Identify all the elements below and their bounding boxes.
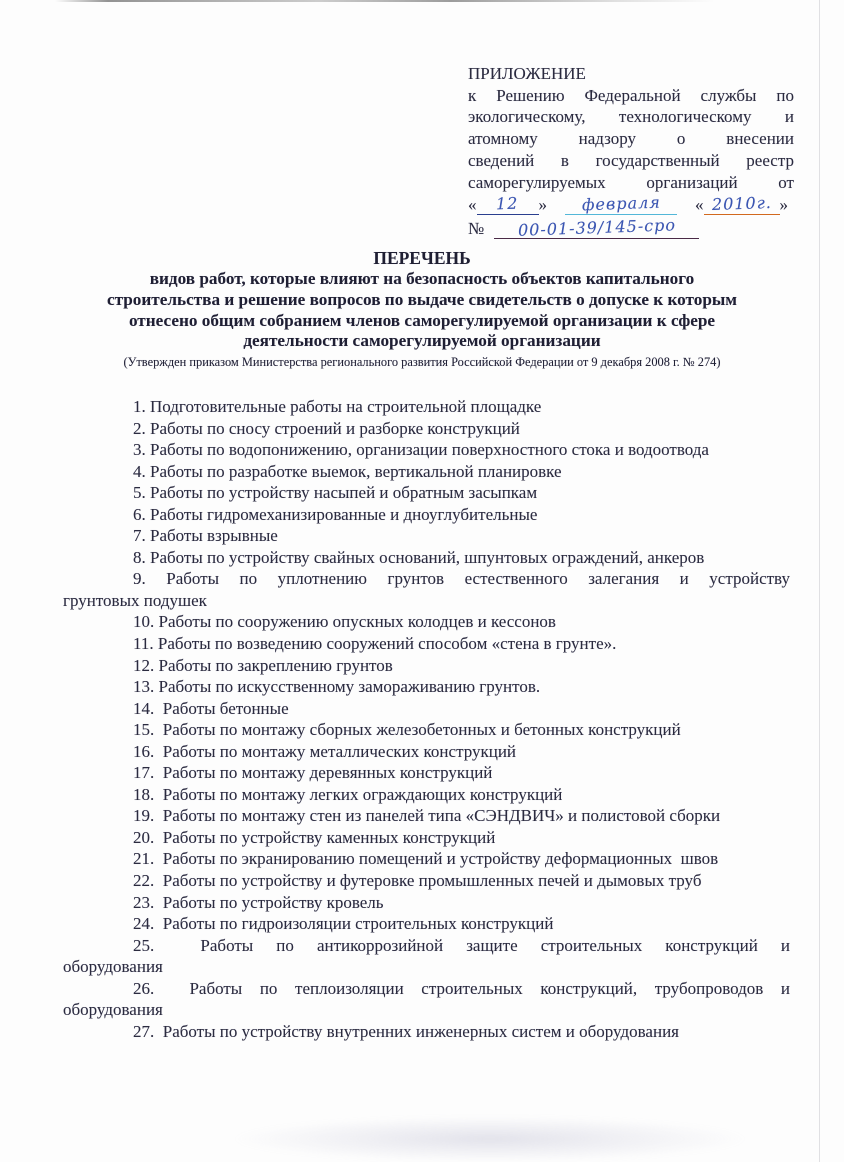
list-item: 6. Работы гидромеханизированные и дноуглубительные	[133, 504, 538, 524]
list-item: 22. Работы по устройству и футеровке промышленных печей и дымовых труб	[133, 871, 702, 891]
list-item: 10. Работы по сооружению опускных колодцев и кессонов	[133, 612, 556, 632]
list-item: 2. Работы по сносу строений и разборке конструкций	[133, 418, 520, 438]
list-item: 19. Работы по монтажу стен из панелей типа «СЭНДВИЧ» и полистовой сборки	[133, 806, 721, 826]
list-item: 11. Работы по возведению сооружений способом «стена в грунте».	[133, 634, 617, 654]
list-item: 1. Подготовительные работы на строительной площадке	[133, 397, 542, 416]
list-item: 21. Работы по экранированию помещений и устройству деформационных швов	[133, 849, 719, 869]
list-item: 7. Работы взрывные	[133, 526, 278, 546]
document-subtitle-line: строительства и решение вопросов по выдаче свидетельств о допуске к которым	[106, 289, 738, 309]
handwritten-month: февраля	[581, 192, 661, 215]
number-sign: №	[468, 219, 485, 239]
list-item: 25. Работы по антикоррозийной защите строительных конструкций и	[133, 935, 790, 955]
document-subtitle-line: деятельности саморегулируемой организации	[243, 331, 601, 351]
list-item: 16. Работы по монтажу металлических конструкций	[133, 741, 517, 761]
document-subtitle-line: видов работ, которые влияют на безопасность объектов капитального	[149, 269, 695, 288]
approval-note: (Утвержден приказом Министерства регионального развития Российской Федерации от 9 декабря 2008 г. № 274)	[123, 355, 721, 370]
handwritten-number: 00-01-39/145-сро	[517, 215, 677, 240]
list-item: 18. Работы по монтажу легких ограждающих конструкций	[133, 784, 563, 804]
list-item: 8. Работы по устройству свайных оснований, шпунтовых ограждений, анкеров	[133, 547, 705, 567]
list-item: 27. Работы по устройству внутренних инженерных систем и оборудования	[133, 1021, 679, 1041]
appendix-paragraph-line: атомному надзору о внесении	[468, 129, 794, 149]
scan-artifact-top-line	[55, 0, 715, 2]
list-item: 23. Работы по устройству кровель	[133, 892, 384, 912]
handwritten-year: 2010г.	[711, 193, 772, 215]
document-title: ПЕРЕЧЕНЬ	[373, 248, 471, 268]
list-item: 4. Работы по разработке выемок, вертикальной планировке	[133, 461, 562, 481]
open-quote-year: «	[695, 195, 704, 215]
close-quote-year: »	[779, 195, 788, 215]
date-line	[468, 194, 794, 217]
title-block	[40, 247, 804, 370]
day-blank	[477, 194, 539, 215]
list-item: 13. Работы по искусственному замораживанию грунтов.	[133, 677, 541, 697]
document-subtitle-line: отнесено общим собранием членов саморегулируемой организации к сфере	[128, 310, 716, 330]
works-list	[63, 396, 790, 1042]
close-quote-day: »	[538, 195, 547, 215]
list-item-wrap-line: грунтовых подушек	[63, 590, 207, 610]
appendix-paragraph-line: экологическому, технологическому и	[468, 107, 794, 127]
list-item-wrap-line: оборудования	[63, 1000, 163, 1020]
appendix-header	[468, 63, 794, 241]
scan-artifact-bottom-noise	[230, 1116, 750, 1162]
appendix-paragraph	[468, 85, 794, 194]
appendix-paragraph-line: сведений в государственный реестр	[468, 150, 794, 170]
list-item: 9. Работы по уплотнению грунтов естественного залегания и устройству	[133, 569, 790, 589]
document-subtitle	[40, 269, 804, 352]
list-item: 5. Работы по устройству насыпей и обратным засыпкам	[133, 483, 538, 503]
appendix-paragraph-line: саморегулируемых организаций от	[468, 172, 794, 192]
list-item: 17. Работы по монтажу деревянных конструкций	[133, 763, 493, 783]
appendix-label: ПРИЛОЖЕНИЕ	[468, 64, 586, 83]
list-item: 20. Работы по устройству каменных конструкций	[133, 827, 496, 847]
list-item: 14. Работы бетонные	[133, 698, 289, 718]
list-item: 24. Работы по гидроизоляции строительных конструкций	[133, 914, 554, 934]
list-item: 12. Работы по закреплению грунтов	[133, 655, 393, 675]
number-line	[468, 215, 794, 241]
open-quote-day: «	[468, 195, 477, 215]
list-item: 3. Работы по водопонижению, организации поверхностного стока и водоотвода	[133, 440, 709, 460]
month-blank	[565, 194, 677, 215]
scan-artifact-right-line	[819, 0, 820, 1162]
list-item: 15. Работы по монтажу сборных железобетонных и бетонных конструкций	[133, 720, 681, 740]
number-blank	[494, 215, 699, 240]
list-item-wrap-line: оборудования	[63, 957, 163, 977]
appendix-paragraph-line: к Решению Федеральной службы по	[468, 85, 794, 105]
list-item: 26. Работы по теплоизоляции строительных конструкций, трубопроводов и	[133, 978, 790, 998]
year-blank	[704, 194, 780, 215]
handwritten-day: 12	[495, 193, 519, 214]
